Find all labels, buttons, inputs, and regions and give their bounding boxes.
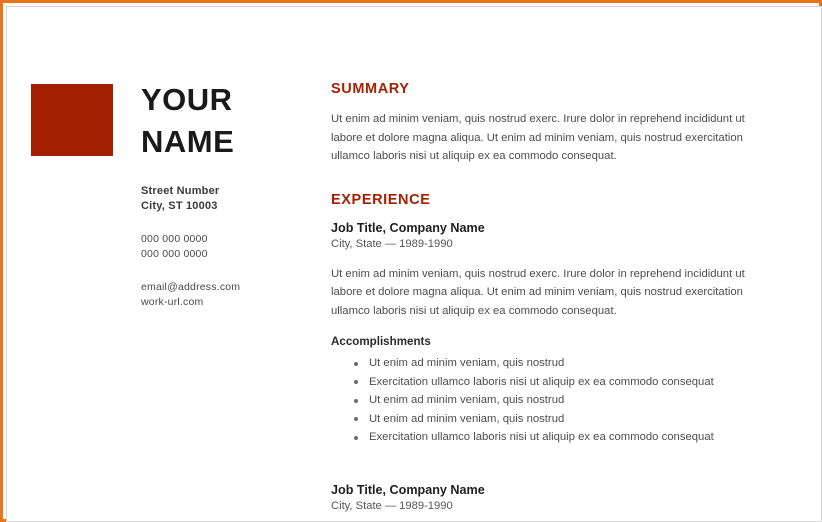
contact-phone-2: 000 000 0000	[141, 248, 208, 260]
spacer	[331, 250, 761, 265]
name-line-first: YOUR	[141, 82, 233, 117]
accomplishments-label: Accomplishments	[331, 335, 431, 348]
job-title: Job Title, Company Name	[331, 482, 485, 497]
contact-city-state-zip: City, ST 10003	[141, 200, 218, 212]
contact-block	[141, 184, 321, 310]
logo-block	[31, 84, 113, 156]
contact-email: email@address.com	[141, 281, 241, 293]
job-paragraph: Ut enim ad minim veniam, quis nostrud exerc. Irure dolor in reprehend incididunt ut labore et dolore magna aliqua. Ut enim ad minim veniam, quis nostrud exercitation ullamco laboris nisi ut aliquip ex ea commodo consequat.	[331, 267, 745, 317]
job-meta: City, State — 1989-1990	[331, 499, 453, 512]
resume-right-column	[331, 81, 761, 512]
spacer	[331, 447, 761, 473]
spacer	[331, 320, 761, 335]
list-item: Exercitation ullamco laboris nisi ut aliquip ex ea commodo consequat	[369, 428, 761, 447]
resume-name	[141, 79, 311, 163]
resume-document	[7, 7, 821, 521]
job-meta: City, State — 1989-1990	[331, 237, 453, 250]
list-item: Ut enim ad minim veniam, quis nostrud	[369, 410, 761, 429]
name-line-last: NAME	[141, 124, 235, 159]
list-item: Ut enim ad minim veniam, quis nostrud	[369, 354, 761, 373]
contact-phone-1: 000 000 0000	[141, 233, 208, 245]
list-item: Ut enim ad minim veniam, quis nostrud	[369, 391, 761, 410]
accomplishments-list	[331, 354, 761, 447]
experience-entry-2	[331, 483, 761, 512]
section-heading-experience: EXPERIENCE	[331, 191, 431, 208]
spacer	[331, 473, 761, 483]
list-item: Exercitation ullamco laboris nisi ut aliquip ex ea commodo consequat	[369, 373, 761, 392]
job-title: Job Title, Company Name	[331, 220, 485, 235]
contact-street: Street Number	[141, 185, 220, 197]
phone-group	[141, 232, 321, 262]
document-page	[6, 6, 822, 522]
section-heading-summary: SUMMARY	[331, 81, 410, 97]
summary-paragraph: Ut enim ad minim veniam, quis nostrud exerc. Irure dolor in reprehend incididunt ut labore et dolore magna aliqua. Ut enim ad minim veniam, quis nostrud exercitation ullamco laboris nisi ut aliquip ex ea commodo consequat.	[331, 113, 745, 162]
online-contact-group	[141, 280, 321, 310]
experience-entry-1	[331, 221, 761, 447]
contact-website: work-url.com	[141, 296, 204, 308]
spacer	[331, 166, 761, 192]
